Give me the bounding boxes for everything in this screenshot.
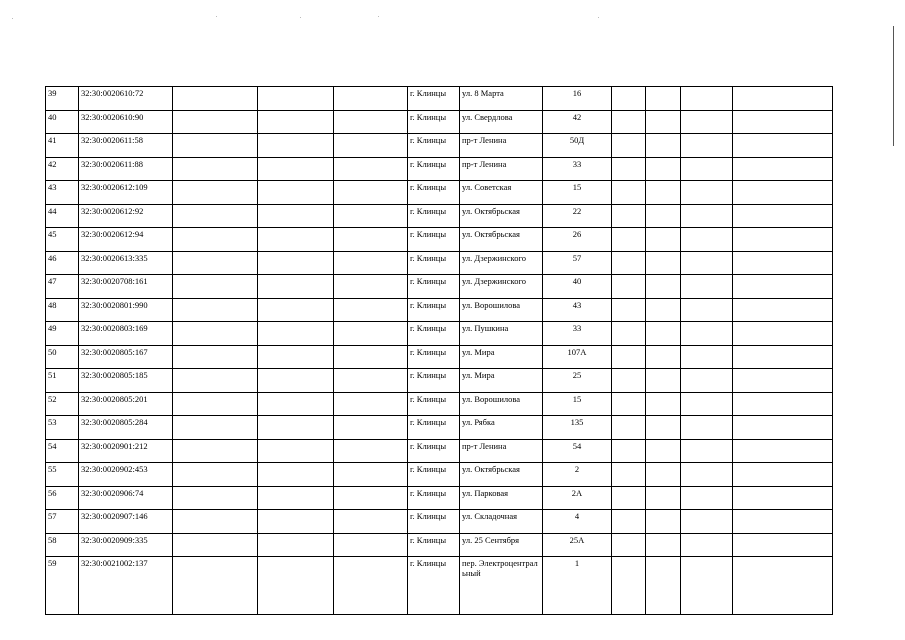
empty-cell [733,228,833,252]
row-number-cell: 41 [46,134,79,158]
empty-cell [334,486,408,510]
empty-cell [646,533,681,557]
empty-cell [733,486,833,510]
table-row [46,439,833,463]
empty-cell [173,228,258,252]
city-cell: г. Клинцы [408,416,460,440]
row-number-cell: 55 [46,463,79,487]
table-row [46,298,833,322]
street-cell: ул. Октябрьская [460,204,543,228]
city-cell: г. Клинцы [408,439,460,463]
empty-cell [681,486,733,510]
empty-cell [258,533,334,557]
empty-cell [612,533,646,557]
table-row [46,533,833,557]
empty-cell [681,275,733,299]
cadastral-number-cell: 32:30:0020805:185 [79,369,173,393]
empty-cell [681,181,733,205]
house-number-cell: 107А [543,345,612,369]
table-row [46,134,833,158]
empty-cell [681,322,733,346]
empty-cell [733,298,833,322]
house-number-cell: 15 [543,392,612,416]
empty-cell [681,228,733,252]
empty-cell [334,369,408,393]
row-number-cell: 49 [46,322,79,346]
table-row [46,369,833,393]
cadastral-number-cell: 32:30:0020901:212 [79,439,173,463]
empty-cell [646,369,681,393]
house-number-cell: 50Д [543,134,612,158]
empty-cell [681,157,733,181]
empty-cell [334,533,408,557]
empty-cell [173,110,258,134]
empty-cell [646,110,681,134]
empty-cell [612,134,646,158]
empty-cell [334,322,408,346]
empty-cell [646,251,681,275]
house-number-cell: 2А [543,486,612,510]
empty-cell [681,392,733,416]
row-number-cell: 44 [46,204,79,228]
cadastral-number-cell: 32:30:0020805:284 [79,416,173,440]
empty-cell [173,322,258,346]
empty-cell [646,345,681,369]
empty-cell [733,557,833,615]
empty-cell [258,204,334,228]
table-row [46,345,833,369]
empty-cell [334,204,408,228]
row-number-cell: 46 [46,251,79,275]
scan-speck [378,16,379,17]
empty-cell [646,134,681,158]
house-number-cell: 26 [543,228,612,252]
street-cell: ул. Ворошилова [460,392,543,416]
scan-speck [598,17,599,18]
cadastral-number-cell: 32:30:0020906:74 [79,486,173,510]
house-number-cell: 25 [543,369,612,393]
cadastral-number-cell: 32:30:0020805:201 [79,392,173,416]
empty-cell [612,181,646,205]
empty-cell [733,510,833,534]
city-cell: г. Клинцы [408,110,460,134]
empty-cell [258,251,334,275]
table-row [46,157,833,181]
city-cell: г. Клинцы [408,392,460,416]
empty-cell [612,510,646,534]
house-number-cell: 40 [543,275,612,299]
empty-cell [646,87,681,111]
row-number-cell: 57 [46,510,79,534]
house-number-cell: 4 [543,510,612,534]
empty-cell [646,275,681,299]
empty-cell [646,181,681,205]
street-cell: ул. 25 Сентября [460,533,543,557]
cadastral-number-cell: 32:30:0020612:109 [79,181,173,205]
scan-speck [12,18,13,19]
table-row [46,510,833,534]
empty-cell [612,486,646,510]
cadastral-number-cell: 32:30:0020803:169 [79,322,173,346]
house-number-cell: 2 [543,463,612,487]
cadastral-number-cell: 32:30:0021002:137 [79,557,173,615]
empty-cell [681,298,733,322]
empty-cell [173,157,258,181]
empty-cell [258,439,334,463]
street-cell: ул. Октябрьская [460,228,543,252]
scan-speck [300,17,301,18]
empty-cell [612,87,646,111]
row-number-cell: 54 [46,439,79,463]
empty-cell [258,463,334,487]
empty-cell [612,369,646,393]
empty-cell [681,510,733,534]
empty-cell [646,463,681,487]
house-number-cell: 43 [543,298,612,322]
empty-cell [612,463,646,487]
empty-cell [681,533,733,557]
cadastral-number-cell: 32:30:0020909:335 [79,533,173,557]
empty-cell [681,416,733,440]
row-number-cell: 47 [46,275,79,299]
empty-cell [334,416,408,440]
city-cell: г. Клинцы [408,275,460,299]
empty-cell [258,510,334,534]
empty-cell [173,251,258,275]
empty-cell [334,87,408,111]
empty-cell [733,110,833,134]
empty-cell [612,557,646,615]
row-number-cell: 56 [46,486,79,510]
empty-cell [612,204,646,228]
street-cell: пр-т Ленина [460,439,543,463]
table-row [46,557,833,615]
empty-cell [681,87,733,111]
row-number-cell: 43 [46,181,79,205]
empty-cell [173,134,258,158]
empty-cell [173,557,258,615]
empty-cell [173,87,258,111]
empty-cell [612,157,646,181]
empty-cell [258,228,334,252]
table-row [46,275,833,299]
empty-cell [646,557,681,615]
city-cell: г. Клинцы [408,157,460,181]
empty-cell [173,369,258,393]
empty-cell [334,392,408,416]
table-row [46,416,833,440]
empty-cell [646,204,681,228]
empty-cell [612,110,646,134]
empty-cell [646,416,681,440]
house-number-cell: 42 [543,110,612,134]
empty-cell [258,392,334,416]
street-cell: ул. Свердлова [460,110,543,134]
city-cell: г. Клинцы [408,510,460,534]
street-cell: ул. Пушкина [460,322,543,346]
table-row [46,110,833,134]
city-cell: г. Клинцы [408,87,460,111]
empty-cell [173,345,258,369]
house-number-cell: 1 [543,557,612,615]
empty-cell [334,439,408,463]
empty-cell [733,251,833,275]
cadastral-number-cell: 32:30:0020610:90 [79,110,173,134]
empty-cell [173,416,258,440]
table-row [46,228,833,252]
city-cell: г. Клинцы [408,369,460,393]
cadastral-number-cell: 32:30:0020907:146 [79,510,173,534]
empty-cell [258,181,334,205]
empty-cell [334,345,408,369]
empty-cell [258,345,334,369]
empty-cell [733,322,833,346]
row-number-cell: 51 [46,369,79,393]
empty-cell [258,369,334,393]
city-cell: г. Клинцы [408,134,460,158]
empty-cell [733,204,833,228]
empty-cell [258,416,334,440]
street-cell: ул. Мира [460,369,543,393]
empty-cell [258,298,334,322]
cadastral-number-cell: 32:30:0020612:92 [79,204,173,228]
empty-cell [173,463,258,487]
empty-cell [334,510,408,534]
empty-cell [681,345,733,369]
house-number-cell: 22 [543,204,612,228]
table-row [46,486,833,510]
street-cell: ул. Ворошилова [460,298,543,322]
empty-cell [681,439,733,463]
empty-cell [258,134,334,158]
empty-cell [646,486,681,510]
empty-cell [258,275,334,299]
street-cell: ул. Дзержинского [460,251,543,275]
city-cell: г. Клинцы [408,486,460,510]
empty-cell [733,157,833,181]
street-cell: пер. Электроцентральный [460,557,543,615]
empty-cell [646,510,681,534]
table-row [46,87,833,111]
empty-cell [733,533,833,557]
empty-cell [733,134,833,158]
empty-cell [334,110,408,134]
city-cell: г. Клинцы [408,181,460,205]
row-number-cell: 52 [46,392,79,416]
property-registry-table [45,86,833,615]
house-number-cell: 135 [543,416,612,440]
cadastral-number-cell: 32:30:0020611:58 [79,134,173,158]
cadastral-number-cell: 32:30:0020801:990 [79,298,173,322]
cadastral-number-cell: 32:30:0020613:335 [79,251,173,275]
house-number-cell: 25А [543,533,612,557]
empty-cell [681,557,733,615]
empty-cell [173,486,258,510]
street-cell: ул. 8 Марта [460,87,543,111]
house-number-cell: 16 [543,87,612,111]
empty-cell [258,157,334,181]
house-number-cell: 15 [543,181,612,205]
table-body [46,87,833,615]
empty-cell [733,369,833,393]
empty-cell [733,439,833,463]
empty-cell [733,345,833,369]
street-cell: ул. Дзержинского [460,275,543,299]
city-cell: г. Клинцы [408,557,460,615]
empty-cell [258,110,334,134]
empty-cell [173,204,258,228]
empty-cell [681,110,733,134]
table-row [46,251,833,275]
empty-cell [258,557,334,615]
empty-cell [334,275,408,299]
empty-cell [173,439,258,463]
empty-cell [646,439,681,463]
house-number-cell: 57 [543,251,612,275]
empty-cell [612,345,646,369]
empty-cell [173,510,258,534]
cadastral-number-cell: 32:30:0020610:72 [79,87,173,111]
empty-cell [612,228,646,252]
city-cell: г. Клинцы [408,322,460,346]
empty-cell [646,322,681,346]
empty-cell [258,87,334,111]
row-number-cell: 53 [46,416,79,440]
row-number-cell: 58 [46,533,79,557]
page-edge-line [893,26,894,146]
empty-cell [334,157,408,181]
empty-cell [612,416,646,440]
row-number-cell: 39 [46,87,79,111]
row-number-cell: 48 [46,298,79,322]
street-cell: ул. Складочная [460,510,543,534]
house-number-cell: 33 [543,157,612,181]
street-cell: пр-т Ленина [460,157,543,181]
row-number-cell: 59 [46,557,79,615]
row-number-cell: 45 [46,228,79,252]
table-row [46,463,833,487]
row-number-cell: 42 [46,157,79,181]
cadastral-number-cell: 32:30:0020612:94 [79,228,173,252]
empty-cell [612,298,646,322]
empty-cell [681,463,733,487]
street-cell: ул. Октябрьская [460,463,543,487]
city-cell: г. Клинцы [408,251,460,275]
empty-cell [646,298,681,322]
empty-cell [681,134,733,158]
empty-cell [733,392,833,416]
empty-cell [334,463,408,487]
table-row [46,322,833,346]
empty-cell [334,228,408,252]
house-number-cell: 33 [543,322,612,346]
empty-cell [258,322,334,346]
empty-cell [646,228,681,252]
city-cell: г. Клинцы [408,204,460,228]
empty-cell [334,181,408,205]
house-number-cell: 54 [543,439,612,463]
table-row [46,181,833,205]
empty-cell [612,392,646,416]
empty-cell [334,251,408,275]
street-cell: ул. Рябка [460,416,543,440]
row-number-cell: 40 [46,110,79,134]
empty-cell [733,87,833,111]
empty-cell [733,463,833,487]
empty-cell [173,298,258,322]
empty-cell [173,275,258,299]
empty-cell [646,392,681,416]
scan-speck [216,16,217,17]
empty-cell [612,275,646,299]
empty-cell [681,369,733,393]
city-cell: г. Клинцы [408,345,460,369]
empty-cell [173,533,258,557]
cadastral-number-cell: 32:30:0020708:161 [79,275,173,299]
city-cell: г. Клинцы [408,463,460,487]
empty-cell [733,275,833,299]
city-cell: г. Клинцы [408,533,460,557]
street-cell: ул. Советская [460,181,543,205]
street-cell: пр-т Ленина [460,134,543,158]
street-cell: ул. Мира [460,345,543,369]
empty-cell [173,181,258,205]
empty-cell [733,181,833,205]
empty-cell [334,557,408,615]
empty-cell [258,486,334,510]
empty-cell [681,204,733,228]
table-row [46,204,833,228]
table-row [46,392,833,416]
empty-cell [612,322,646,346]
city-cell: г. Клинцы [408,228,460,252]
cadastral-number-cell: 32:30:0020611:88 [79,157,173,181]
city-cell: г. Клинцы [408,298,460,322]
cadastral-number-cell: 32:30:0020805:167 [79,345,173,369]
empty-cell [681,251,733,275]
empty-cell [334,134,408,158]
empty-cell [612,439,646,463]
empty-cell [334,298,408,322]
empty-cell [612,251,646,275]
empty-cell [646,157,681,181]
cadastral-number-cell: 32:30:0020902:453 [79,463,173,487]
row-number-cell: 50 [46,345,79,369]
street-cell: ул. Парковая [460,486,543,510]
empty-cell [173,392,258,416]
empty-cell [733,416,833,440]
